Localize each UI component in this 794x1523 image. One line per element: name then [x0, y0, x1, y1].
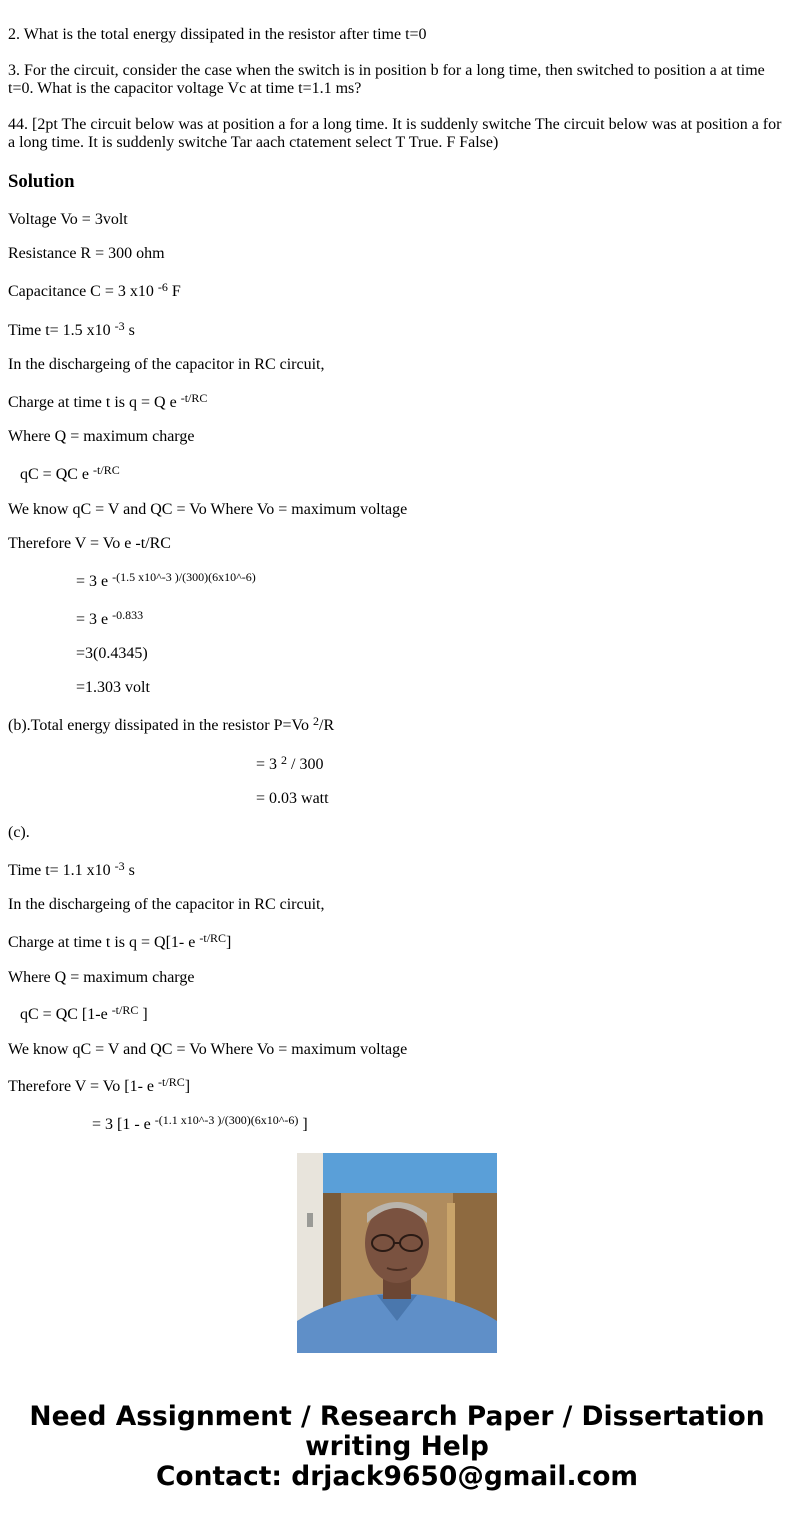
weknow-line-1: We know qC = V and QC = Vo Where Vo = maximum voltage	[8, 501, 408, 518]
discharge-line-2: In the dischargeing of the capacitor in RC circuit,	[8, 896, 325, 913]
footer-line-2: writing Help	[305, 1431, 489, 1462]
charge-line-1: Charge at time t is q = Q e $^{-t/RC}$	[8, 391, 208, 411]
qc-line-2: qC = QC [1-e $^{-t/RC}$ ]	[20, 1003, 148, 1023]
solution-document	[8, 0, 786, 1133]
capacitance-line: Capacitance C = 3 x10 $^{-6}$ F	[8, 280, 181, 300]
question-2: 2. What is the total energy dissipated in the resistor after time t=0	[8, 26, 427, 43]
footer-line-1: Need Assignment / Research Paper / Dissertation	[29, 1401, 765, 1432]
part-b-step-1: = 3 $^2$ / 300	[256, 753, 324, 773]
author-portrait-image	[297, 1153, 497, 1353]
step-line-1: = 3 e $^{-(1.5 x10\^{}-3 )/(300)(6x10\^{}-6)}$	[76, 570, 256, 590]
part-b-step-2: = 0.03 watt	[256, 790, 329, 807]
cut-off-line: = 3 [1 - e $^{-(1.1 x10\^{}-3 )/(300)(6x10\^{}-6)}$ ]	[92, 1113, 308, 1133]
solution-heading: Solution	[8, 171, 75, 192]
part-b-line: (b).Total energy dissipated in the resistor P=Vo $^2$/R	[8, 714, 335, 734]
where-line-2: Where Q = maximum charge	[8, 969, 195, 986]
charge-line-2: Charge at time t is q = Q[1- e $^{-t/RC}$]	[8, 931, 232, 951]
time-line-2: Time t= 1.1 x10 $^{-3}$ s	[8, 859, 135, 879]
part-c-label: (c).	[8, 824, 30, 841]
where-line-1: Where Q = maximum charge	[8, 428, 195, 445]
resistance-line: Resistance R = 300 ohm	[8, 245, 165, 262]
question-3: 3. For the circuit, consider the case when the switch is in position b for a long time, then switched to position a at time t=0. What is the capacitor voltage Vc at time t=1.1 ms?	[8, 62, 765, 97]
promo-footer	[0, 1402, 794, 1492]
author-photo	[297, 1153, 497, 1353]
weknow-line-2: We know qC = V and QC = Vo Where Vo = maximum voltage	[8, 1041, 408, 1058]
therefore-line-1: Therefore V = Vo e -t/RC	[8, 535, 171, 552]
footer-contact: Contact: drjack9650@gmail.com	[155, 1461, 639, 1492]
step-line-2: = 3 e $^{-0.833}$	[76, 608, 144, 628]
therefore-line-2: Therefore V = Vo [1- e $^{-t/RC}$]	[8, 1075, 191, 1095]
discharge-line-1: In the dischargeing of the capacitor in RC circuit,	[8, 356, 325, 373]
time-line-1: Time t= 1.5 x10 $^{-3}$ s	[8, 319, 135, 339]
step-line-3: =3(0.4345)	[76, 645, 148, 662]
step-line-4: =1.303 volt	[76, 679, 150, 696]
voltage-line: Voltage Vo = 3volt	[8, 211, 128, 228]
question-44: 44. [2pt The circuit below was at position a for a long time. It is suddenly switche The circuit below was at position a for a long time. It is suddenly switche Tar aach ctatement select T True. F False)	[8, 116, 782, 151]
qc-line-1: qC = QC e $^{-t/RC}$	[20, 463, 120, 483]
